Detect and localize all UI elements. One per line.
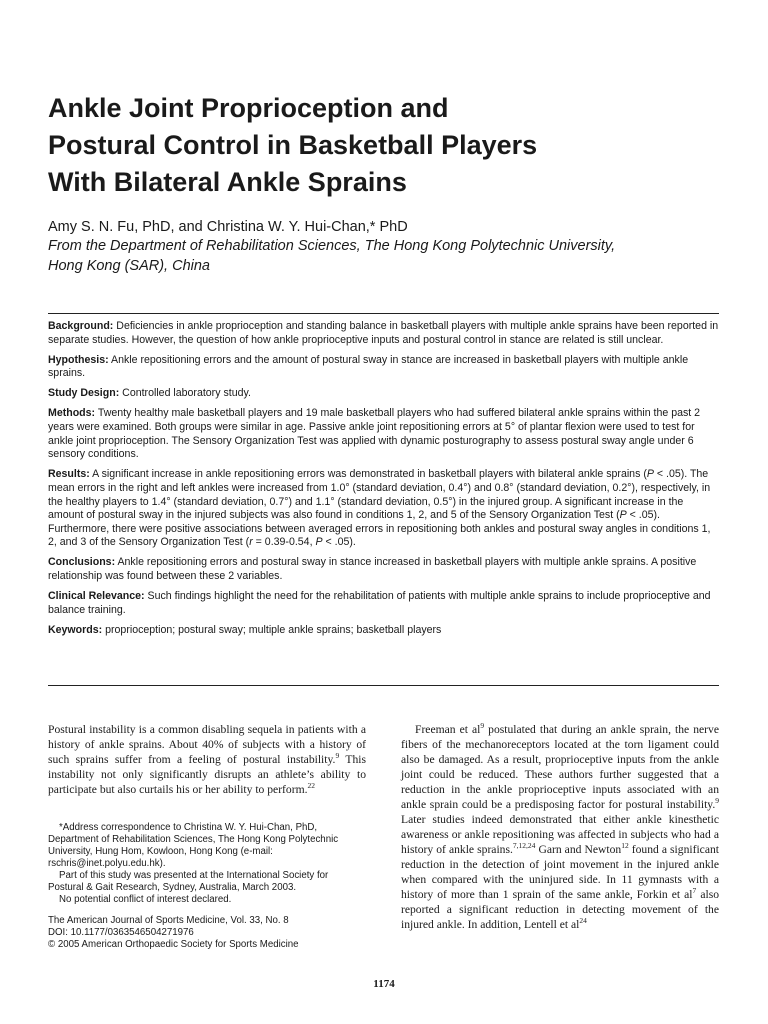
section-label: Background: xyxy=(48,320,114,332)
section-text: < .05). xyxy=(322,536,356,549)
p-value-symbol: P xyxy=(646,468,654,481)
body-column-right xyxy=(401,722,719,932)
section-text: Ankle repositioning errors and the amount of postural sway in stance are increased in basketball players with multiple ankle sprains. xyxy=(48,353,689,380)
body-text: Garn and Newton xyxy=(535,843,622,856)
abstract-study-design xyxy=(48,387,719,401)
section-text: Controlled laboratory study. xyxy=(122,387,251,400)
abstract-methods xyxy=(48,407,719,461)
section-label: Results: xyxy=(48,468,90,481)
p-value-symbol: P xyxy=(315,536,323,549)
journal-doi: DOI: 10.1177/0363546504271976 xyxy=(48,927,194,939)
footnote-presented: Part of this study was presented at the International Society for Postural & Gait Research, Sydney, Australia, March 2003. xyxy=(48,870,329,893)
title-line: With Bilateral Ankle Sprains xyxy=(48,167,407,197)
section-label: Hypothesis: xyxy=(48,353,109,366)
abstract-conclusions xyxy=(48,556,719,583)
section-text: proprioception; postural sway; multiple ankle sprains; basketball players xyxy=(105,623,442,636)
footnote-conflict: No potential conflict of interest declared. xyxy=(59,894,232,905)
section-text: = 0.39-0.54, xyxy=(252,536,316,549)
journal-citation: The American Journal of Sports Medicine, Vol. 33, No. 8 xyxy=(48,915,289,926)
body-text: Later studies indeed demonstrated that either ankle kinesthetic awareness or ankle repositioning was affected in subjects who had a history of ankle sprains. xyxy=(401,813,719,856)
section-text: A significant increase in ankle repositioning errors was demonstrated in basketball players with bilateral ankle sprains ( xyxy=(92,468,647,481)
citation-ref: 22 xyxy=(307,781,315,791)
body-text: This instability not only significantly disrupts an athlete’s ability to participate but also curtails his or her ability to perform. xyxy=(48,753,366,796)
abstract xyxy=(48,320,719,644)
section-text: Twenty healthy male basketball players and 19 male basketball players who had suffered bilateral ankle sprains within the past 2 years were examined. Both groups were similar in age. Passive ankle joint repositioning errors at 5° of plantar flexion were used to test for ankle joint proprioception. The Sensory Organization Test was applied with dynamic posturography to assess postural sway angle under 6 sensory conditions. xyxy=(48,407,701,461)
section-text: < .05). Furthermore, there were positive associations between averaged errors in repositioning both ankles and postural sway angles in conditions 1, 2, and 3 of the Sensory Organization Test ( xyxy=(48,509,711,549)
section-label: Methods: xyxy=(48,407,96,420)
abstract-bottom-rule xyxy=(48,685,719,686)
section-text: < .05). The mean errors in the right and left ankles were increased from 1.0° (standard deviation, 0.4°) and 0.8° (standard deviation, 0.2°), respectively, in the healthy players to 1.4° (standard deviation, 0.7°) and 1.1° (standard deviation, 0.5°) in the injured group. A significant increase in the amount of postural sway in the injured subjects was also found in conditions 1, 2, and 5 of the Sensory Organization Test ( xyxy=(48,468,711,522)
citation-ref: 9 xyxy=(335,751,340,761)
affiliation xyxy=(48,236,728,276)
section-label: Study Design: xyxy=(48,387,120,400)
section-label: Conclusions: xyxy=(48,556,116,569)
section-text: Ankle repositioning errors and postural sway in stance increased in basketball players with multiple ankle sprains. A positive relationship was found between these 2 variables. xyxy=(48,556,697,582)
citation-ref: 7 xyxy=(692,886,697,896)
body-text: also reported a significant reduction in detecting movement of the injured ankle. In addition, Lentell et al xyxy=(401,888,720,931)
citation-ref: 9 xyxy=(480,721,485,731)
abstract-keywords xyxy=(48,624,719,638)
article-title xyxy=(48,90,728,201)
affiliation-line: Hong Kong (SAR), China xyxy=(48,258,210,274)
body-text: found a significant reduction in the detection of joint movement in the injured ankle when compared with the uninjured side. In 11 gymnasts with a history of more than 1 sprain of the same ankle, Forkin et al xyxy=(401,843,719,901)
section-label: Clinical Relevance: xyxy=(48,590,145,603)
citation-ref: 12 xyxy=(621,841,629,851)
title-line: Ankle Joint Proprioception and xyxy=(48,93,449,123)
body-text: Freeman et al xyxy=(415,723,481,736)
journal-info xyxy=(48,915,366,952)
journal-copyright: © 2005 American Orthopaedic Society for Sports Medicine xyxy=(48,939,299,951)
abstract-hypothesis xyxy=(48,354,719,381)
author-list: Amy S. N. Fu, PhD, and Christina W. Y. Hui-Chan,* PhD xyxy=(48,219,408,235)
body-text: postulated that during an ankle sprain, the nerve fibers of the mechanoreceptors located at the torn ligament could also be damaged. As a result, proprioceptive inputs from the ankle joint could be reduced. These authors further suggested that a reduction in the ankle proprioceptive inputs associated with an ankle sprain could be a predisposing factor for postural instability. xyxy=(401,723,719,811)
affiliation-line: From the Department of Rehabilitation Sciences, The Hong Kong Polytechnic University, xyxy=(48,238,616,254)
citation-ref: 24 xyxy=(579,916,587,926)
abstract-clinical-relevance xyxy=(48,590,719,617)
section-label: Keywords: xyxy=(48,623,103,636)
footnotes xyxy=(48,822,366,906)
body-column-left xyxy=(48,722,366,797)
section-text: Such findings highlight the need for the rehabilitation of patients with multiple ankle sprains to include proprioceptive and balance training. xyxy=(48,590,711,616)
page-number: 1174 xyxy=(373,978,395,990)
citation-ref: 7,12,24 xyxy=(512,841,536,851)
footnote-correspondence: *Address correspondence to Christina W. Y. Hui-Chan, PhD, Department of Rehabilitation Sciences, The Hong Kong Polytechnic University, Hung Hom, Kowloon, Hong Kong (e-mail: rschris@inet.polyu.edu.hk). xyxy=(48,822,339,869)
body-paragraph xyxy=(48,722,366,797)
body-paragraph xyxy=(401,722,719,932)
abstract-results xyxy=(48,468,719,550)
section-text: Deficiencies in ankle proprioception and standing balance in basketball players with multiple ankle sprains have been reported in separate studies. However, the question of how ankle proprioceptive inputs and postural control in stance are related is still unclear. xyxy=(48,320,719,346)
title-line: Postural Control in Basketball Players xyxy=(48,130,538,160)
r-value-symbol: r xyxy=(249,536,253,549)
body-text: Postural instability is a common disabling sequela in patients with a history of ankle sprains. About 40% of subjects with a history of such sprains suffer from a feeling of postural instability. xyxy=(48,723,366,766)
abstract-background xyxy=(48,320,719,347)
abstract-top-rule xyxy=(48,313,719,314)
p-value-symbol: P xyxy=(619,509,627,522)
citation-ref: 9 xyxy=(715,796,719,806)
